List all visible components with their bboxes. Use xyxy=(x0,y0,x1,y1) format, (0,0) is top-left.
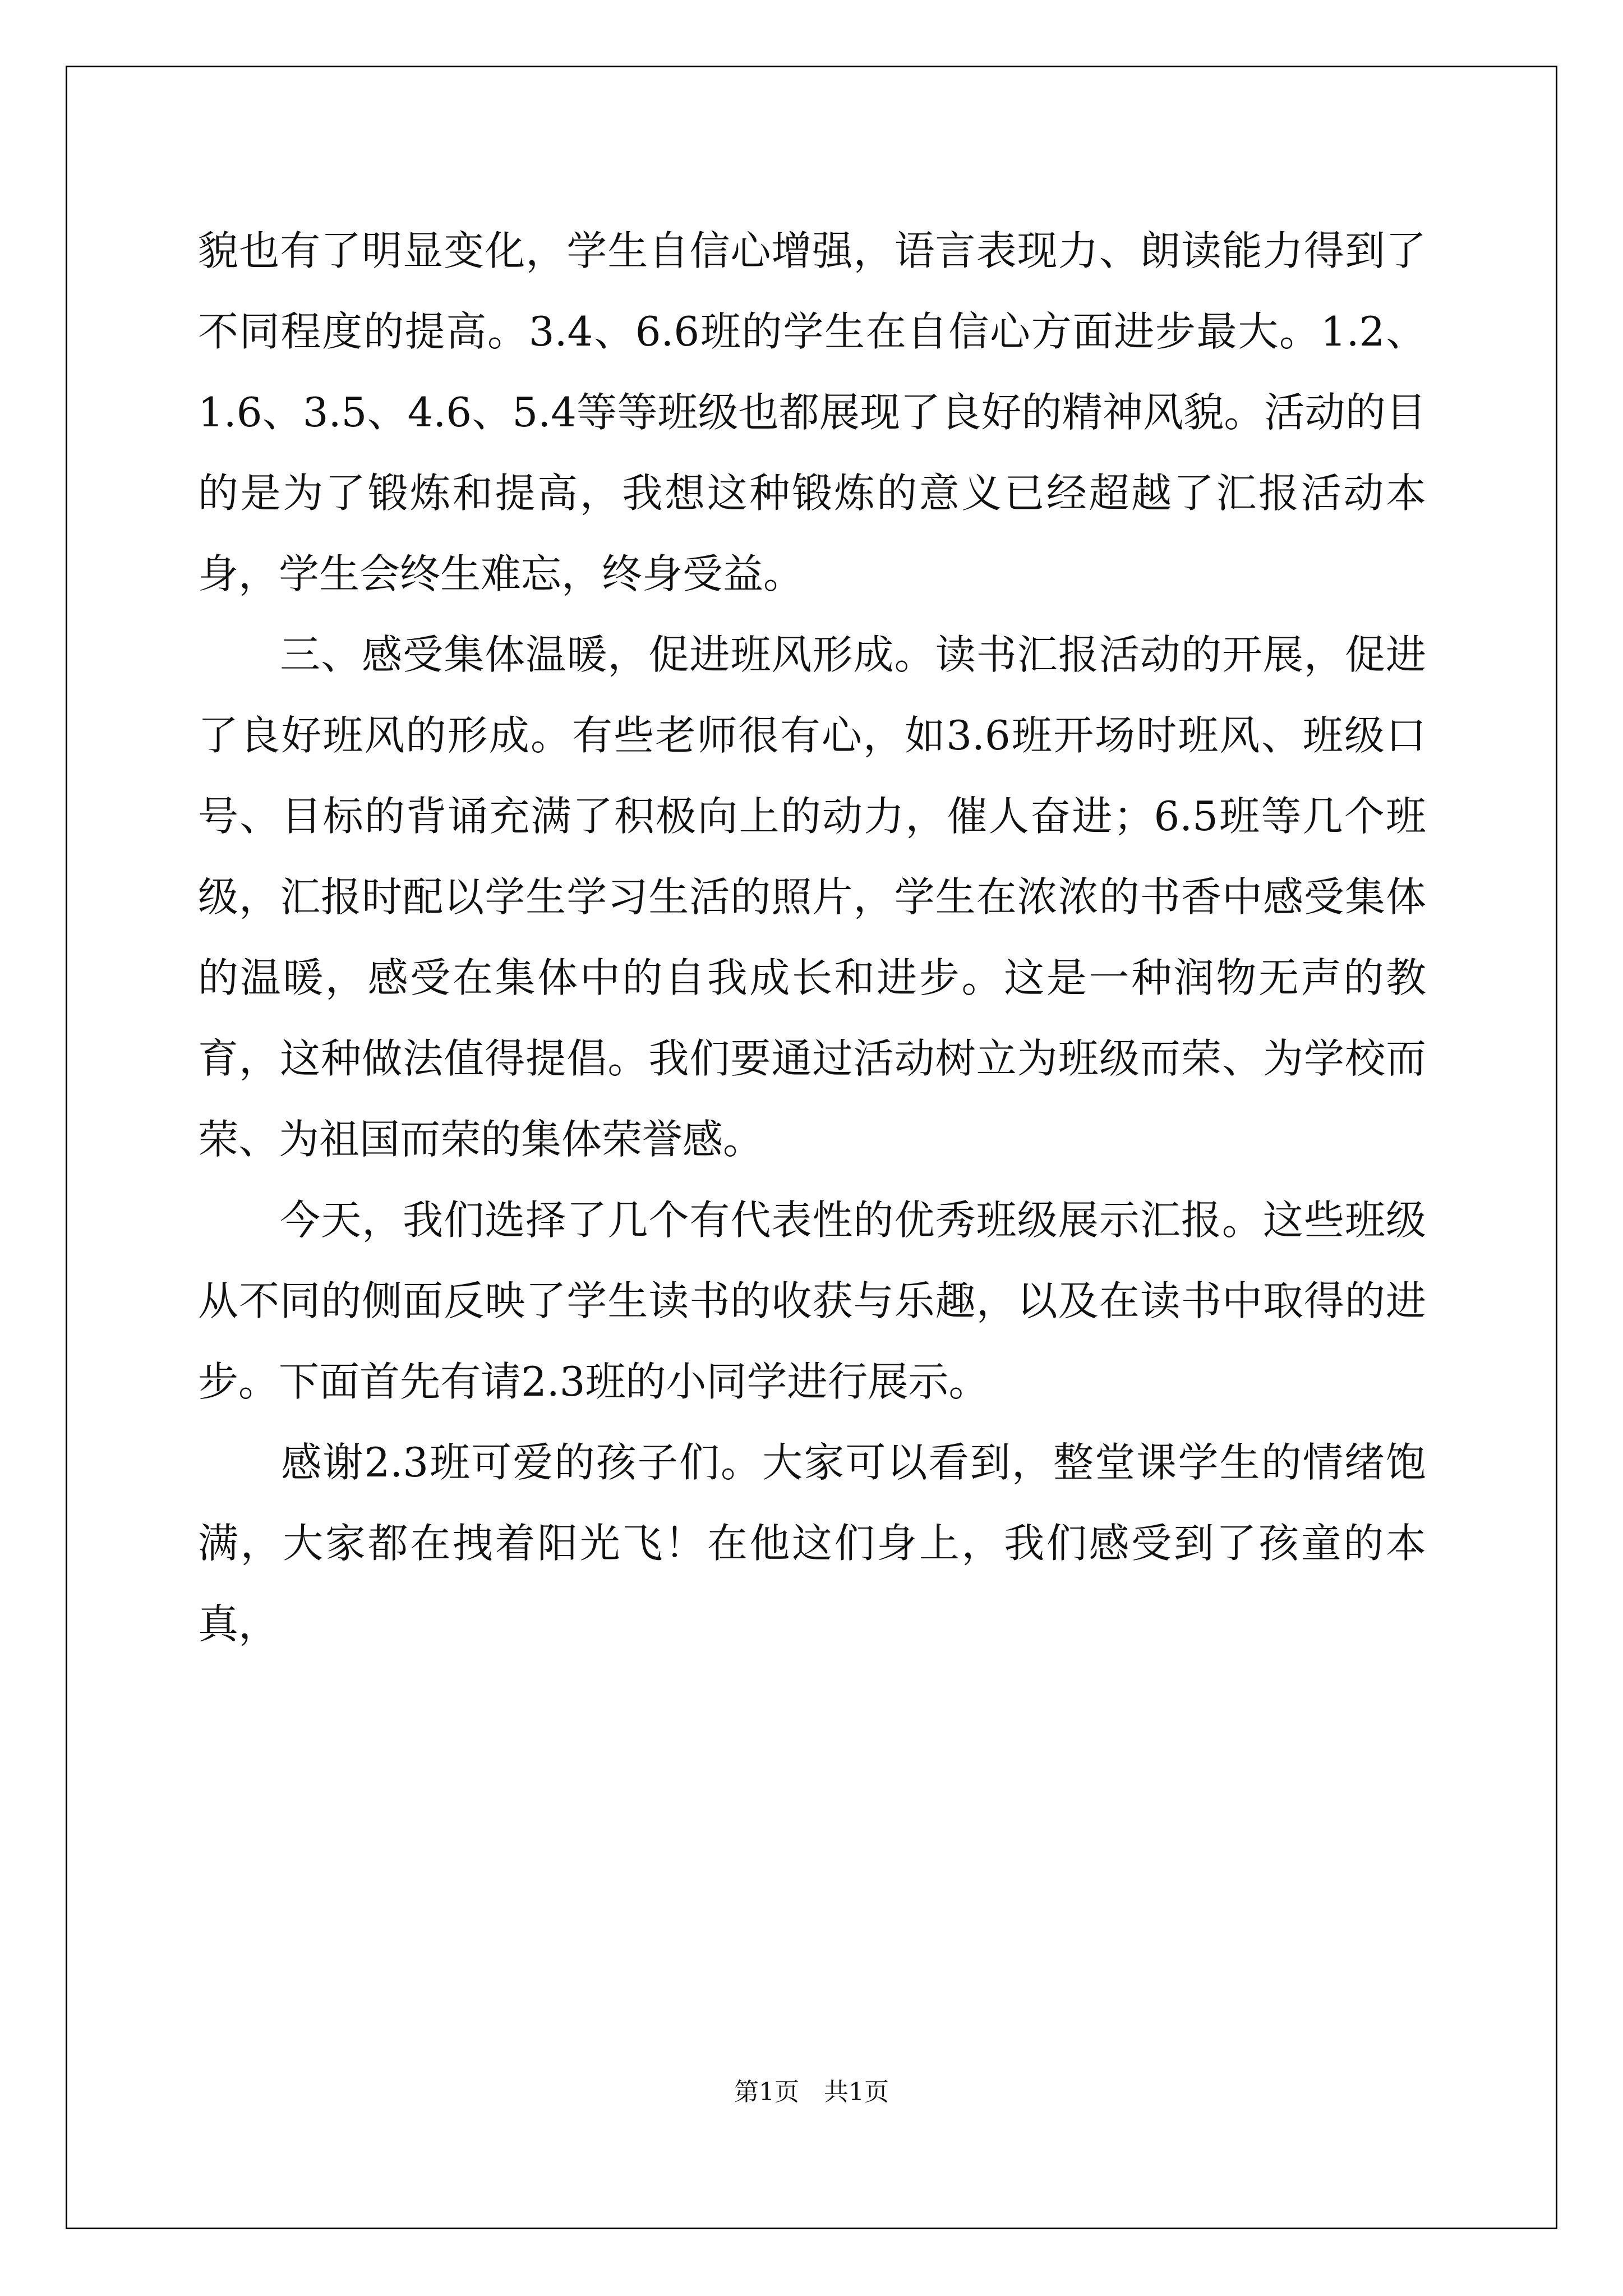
page-total: 共1页 xyxy=(824,2078,889,2106)
paragraph-3: 今天，我们选择了几个有代表性的优秀班级展示汇报。这些班级从不同的侧面反映了学生读书的收获与乐趣，以及在读书中取得的进步。下面首先有请2.3班的小同学进行展示。 xyxy=(198,1197,1426,1405)
document-body xyxy=(198,210,1426,1664)
paragraph-2: 三、感受集体温暖，促进班风形成。读书汇报活动的开展，促进了良好班风的形成。有些老师很有心，如3.6班开场时班风、班级口号、目标的背诵充满了积极向上的动力，催人奋进；6.5班等几个班级，汇报时配以学生学习生活的照片，学生在浓浓的书香中感受集体的温暖，感受在集体中的自我成长和进步。这是一种润物无声的教育，这种做法值得提倡。我们要通过活动树立为班级而荣、为学校而荣、为祖国而荣的集体荣誉感。 xyxy=(198,631,1426,1163)
page-footer xyxy=(0,2076,1623,2109)
page-number: 第1页 xyxy=(734,2078,799,2106)
paragraph-1: 貌也有了明显变化，学生自信心增强，语言表现力、朗读能力得到了不同程度的提高。3.4、6.6班的学生在自信心方面进步最大。1.2、1.6、3.5、4.6、5.4等等班级也都展现了良好的精神风貌。活动的目的是为了锻炼和提高，我想这种锻炼的意义已经超越了汇报活动本身，学生会终生难忘，终身受益。 xyxy=(198,227,1426,597)
paragraph-4: 感谢2.3班可爱的孩子们。大家可以看到，整堂课学生的情绪饱满，大家都在拽着阳光飞！在他这们身上，我们感受到了孩童的本真， xyxy=(198,1439,1426,1648)
